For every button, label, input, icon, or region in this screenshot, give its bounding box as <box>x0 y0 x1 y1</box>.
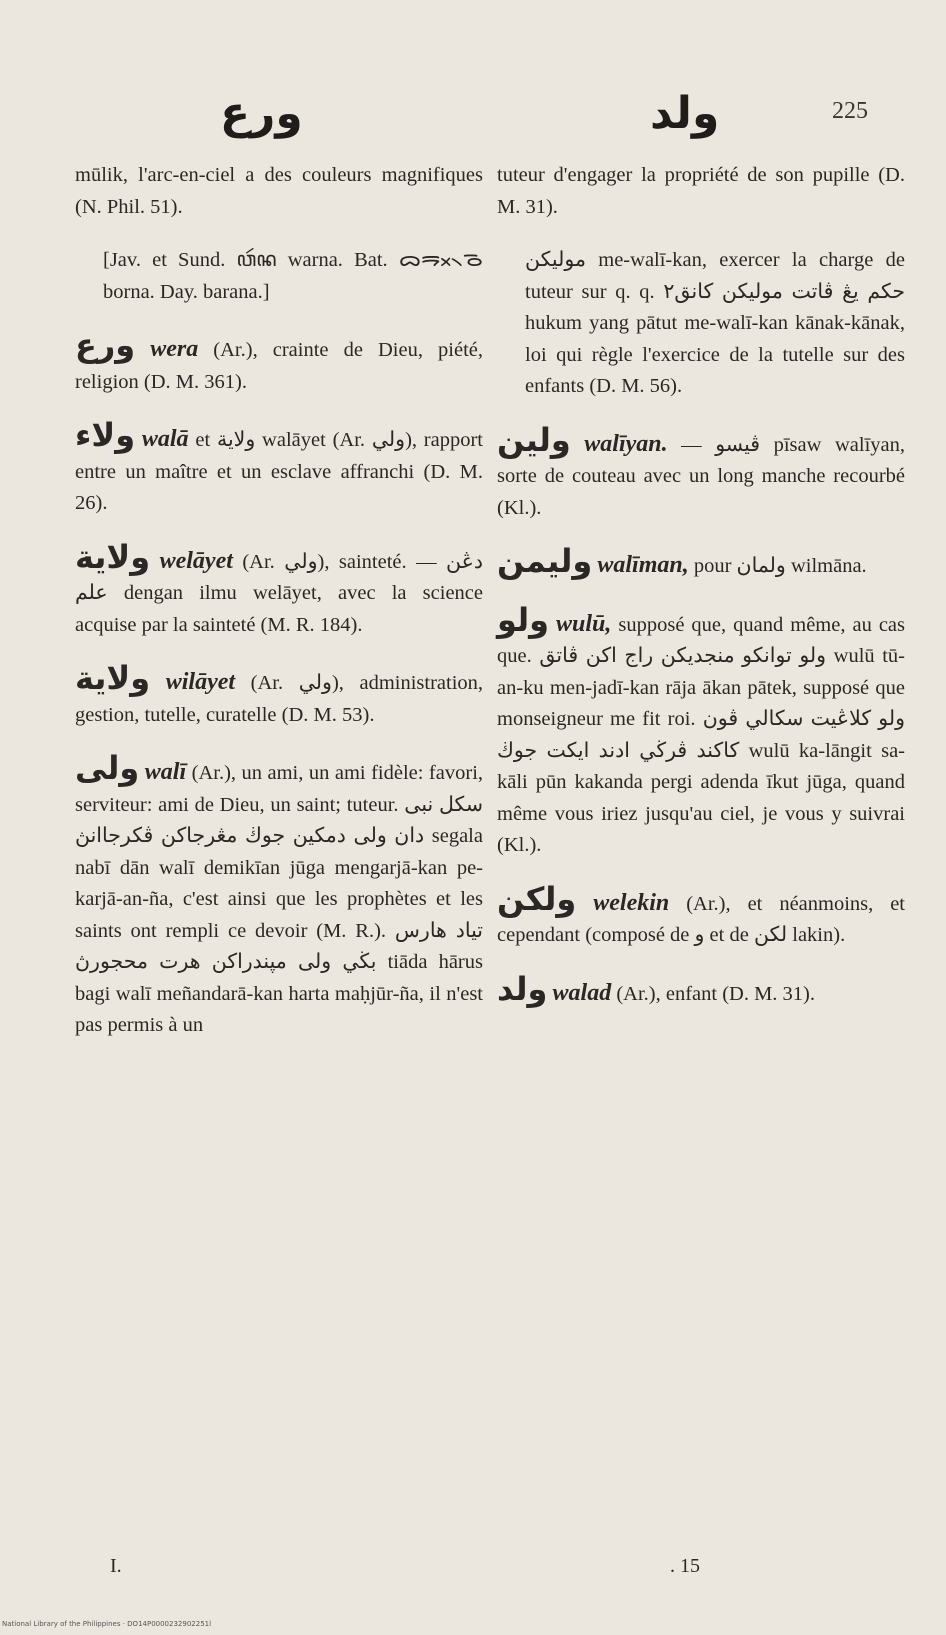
entry-arabic-headword: ولو <box>497 600 549 639</box>
entry-headword: walā <box>141 426 189 452</box>
entry-wulu <box>497 600 906 862</box>
entry-headword: welāyet <box>159 547 233 574</box>
entry-headword: walīman, <box>597 552 689 578</box>
entry-headword: wilāyet <box>165 669 236 695</box>
entry-arabic-headword: ورع <box>75 326 136 364</box>
entry-definition: supposé que, quand même, au cas que. ولو توانکو منجديکن راج اکن ڤاتق wulū tū-an-ku men-jadī-kan rāja ākan pātek, supposé que monseigneur me fit roi. ولو کلاڠيت سکالي ڤون کاکند ڤرڬي ادند ايکت جوڬ wulū ka-lāngit sa-kāli pūn kakanda pergi adenda īkut jūga, quand même vous iriez jusqu'au ciel, je vous y suivrai (Kl.). <box>497 613 906 856</box>
entry-welayet <box>75 537 484 642</box>
right-column <box>497 160 905 1032</box>
entry-headword: walīyan. <box>584 430 668 457</box>
entry-wera <box>75 326 483 398</box>
entry-definition: (Ar. ولي), sainteté. — دڠن علم dengan ilmu welāyet, avec la science acquise par la sainteté (M. R. 184). <box>75 550 484 636</box>
entry-wali <box>75 749 484 1042</box>
entry-arabic-headword: ولاية <box>75 537 151 576</box>
entry-headword: welekin <box>593 889 670 916</box>
entry-definition: (Ar.), enfant (D. M. 31). <box>616 982 816 1005</box>
entry-definition: pour ولمان wilmāna. <box>693 555 867 577</box>
entry-wala <box>75 416 484 520</box>
entry-definition: (Ar. ولي), administration, gestion, tutelle, curatelle (D. M. 53). <box>75 672 484 726</box>
entry-definition: — ڤيسو pīsaw walīyan, sorte de couteau avec un long manche recourbé (Kl.). <box>497 433 905 519</box>
entry-arabic-headword: ولد <box>497 969 548 1008</box>
entry-headword: walī <box>144 759 187 785</box>
signature-mark: I. <box>110 1555 122 1577</box>
cognate-note: [Jav. et Sund. ꦮꦂꦤ warna. Bat. ᯅᯬᯒ᯲ᯉ borna. Day. barana.] <box>103 249 483 303</box>
entry-arabic-headword: ولى <box>75 749 140 787</box>
entry-welekin <box>497 879 906 952</box>
entry-headword: wera <box>150 336 199 362</box>
entry-definition: (Ar.), et néanmoins, et cependant (composé de و et de لکن lakin). <box>497 892 906 946</box>
entry-arabic-headword: ولاية <box>75 659 151 697</box>
running-head-right: ولد <box>650 88 720 139</box>
entry-headword: walad <box>552 979 612 1006</box>
entry-definition: et ولاية walāyet (Ar. ولي), rapport entre un maître et un esclave affranchi (D. M. 26). <box>75 429 484 514</box>
entry-arabic-headword: ولين <box>497 420 571 459</box>
entry-definition: (Ar.), un ami, un ami fidèle: favori, serviteur: ami de Dieu, un saint; tuteur. سکل نبی دان ولی دمکین جوڬ مڠرجاکن ڤکرجاانڽ segala nabī dān walī demikīan jūga mengarjā-kan pe-karjā-an-ña, c'est ainsi que les prophètes et les saints ont rempli ce devoir (M. R.). تياد هارس بڬي ولی مڽندراکن هرت محجورڽ tiāda hārus bagi walī meñandarā-kan harta maḥjūr-ña, il n'est pas permis à un <box>75 762 484 1036</box>
entry-headword: wulū, <box>555 610 612 637</box>
entry-continuation: mūlik, l'arc-en-ciel a des couleurs magnifiques (N. Phil. 51). <box>75 164 483 218</box>
sheet-number: . 15 <box>670 1555 700 1577</box>
entry-arabic-headword: ولکن <box>497 879 577 918</box>
entry-waliyan <box>497 420 905 525</box>
entry-continuation: tuteur d'engager la propriété de son pupille (D. M. 31). <box>497 164 905 218</box>
entry-definition: (Ar.), crainte de Dieu, piété, religion (D. M. 361). <box>75 339 483 393</box>
entry-walad <box>497 969 905 1011</box>
left-column <box>75 160 483 1064</box>
entry-arabic-headword: وليمن <box>497 542 593 580</box>
scan-credit: National Library of the Philippines · DO14P0000232902251l <box>2 1620 212 1628</box>
page-number: 225 <box>832 98 868 124</box>
entry-wilayet <box>75 659 484 731</box>
entry-arabic-headword: ولاء <box>75 416 136 454</box>
entry-waliman <box>497 542 905 583</box>
subentry-me-wali-kan: موليکن me-walī-kan, exercer la charge de tuteur sur q. q. حکم يڠ ڤاتت موليکن کانق٢ hukum yang pātut me-walī-kan kānak-kānak, loi qui règle l'exercice de la tutelle sur des enfants (D. M. 56). <box>525 249 906 397</box>
running-head-left: ورع <box>220 88 303 139</box>
